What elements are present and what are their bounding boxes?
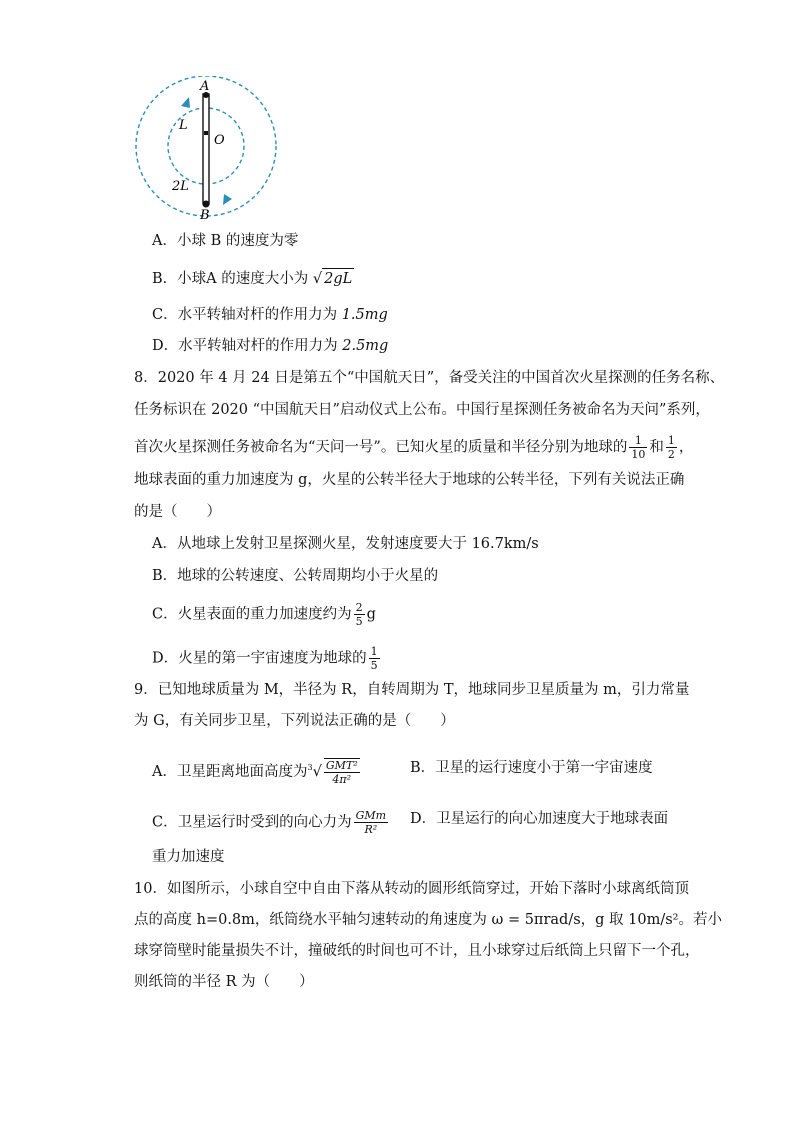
q9-line-2: 为 G，有关同步卫星，下列说法正确的是（ ） xyxy=(134,713,455,729)
q9-option-d: D．卫星运行的向心加速度大于地球表面 xyxy=(410,811,669,827)
sqrt-sign: √ xyxy=(312,271,323,287)
frac-num: 1 xyxy=(629,434,647,448)
q8-line-1: 8．2020 年 4 月 24 日是第五个“中国航天日”，备受关注的中国首次火星探测的任务名称、 xyxy=(134,370,725,386)
q9-option-c xyxy=(152,809,390,836)
q7-option-b-text: B．小球A 的速度大小为 xyxy=(152,271,309,287)
q9-option-d-cont: 重力加速度 xyxy=(152,849,225,865)
cube-root xyxy=(307,758,361,786)
frac-den: 4π² xyxy=(332,773,352,786)
frac-den: 5 xyxy=(370,659,378,672)
label-2l: 2L xyxy=(172,179,189,194)
q7-option-d-text: D．水平转轴对杆的作用力为 xyxy=(152,338,338,354)
frac-num: GMm xyxy=(355,809,387,822)
q8-option-d xyxy=(152,645,382,672)
rotating-rod-figure xyxy=(134,76,284,226)
label-a: A xyxy=(200,79,210,94)
force-fraction xyxy=(354,809,388,836)
q9-option-b: B．卫星的运行速度小于第一宇宙速度 xyxy=(410,760,653,776)
q7-option-b-math: 2gL xyxy=(322,268,354,289)
q10-line-1: 10．如图所示，小球自空中自由下落从转动的圆形纸筒穿过，开始下落时小球离纸筒顶 xyxy=(134,881,689,897)
frac-den: 2 xyxy=(667,448,675,461)
frac-num: 1 xyxy=(667,434,675,447)
frac-den: R² xyxy=(364,823,378,836)
q8-option-a: A．从地球上发射卫星探测火星，发射速度要大于 16.7km/s xyxy=(152,536,539,552)
frac-den: 5 xyxy=(355,615,363,628)
q8-line-4: 地球表面的重力加速度为 g，火星的公转半径大于地球的公转半径，下列有关说法正确 xyxy=(134,472,685,488)
fraction-one-half xyxy=(666,434,677,461)
comma: ， xyxy=(678,439,694,456)
q8-option-c xyxy=(152,601,376,628)
q9-option-a-text: A．卫星距离地面高度为 xyxy=(152,764,308,780)
q7-option-d xyxy=(152,336,388,356)
fraction-one-tenth xyxy=(629,434,647,461)
q10-line-2: 点的高度 h=0.8m，纸筒绕水平轴匀速转动的角速度为 ω = 5πrad/s，g 取 10m/s²。若小 xyxy=(134,912,722,928)
root-fraction xyxy=(324,758,360,786)
label-b: B xyxy=(200,208,210,223)
q8-line-3 xyxy=(134,434,693,461)
unit-g: g xyxy=(366,606,376,623)
frac-num: GMT² xyxy=(325,759,358,772)
pivot-o xyxy=(204,131,208,135)
frac-den: 10 xyxy=(631,448,646,461)
root-index: 3 xyxy=(307,763,313,773)
q7-option-d-math: 2.5mg xyxy=(342,338,389,354)
rod xyxy=(203,94,209,204)
q8-line-3-text: 首次火星探测任务被命名为“天问一号”。已知火星的质量和半径分别为地球的 xyxy=(134,439,628,456)
and-text: 和 xyxy=(649,439,664,456)
q7-option-b xyxy=(152,268,354,289)
label-o: O xyxy=(214,133,225,148)
fraction-one-fifth xyxy=(369,645,380,672)
q7-option-a: A．小球 B 的速度为零 xyxy=(152,233,299,249)
q8-line-5: 的是（ ） xyxy=(134,504,221,520)
q7-option-c-math: 1.5mg xyxy=(341,307,388,323)
ball-b xyxy=(203,201,210,208)
frac-num: 2 xyxy=(355,601,363,614)
fraction-two-fifths xyxy=(354,601,365,628)
q8-line-2: 任务标识在 2020 “中国航天日”启动仪式上公布。中国行星探测任务被命名为天问”系列， xyxy=(134,402,710,418)
q8-option-c-text: C．火星表面的重力加速度约为 xyxy=(152,606,352,623)
root-sign: √ xyxy=(312,764,322,780)
inner-arrow-icon xyxy=(181,97,190,108)
q10-line-4: 则纸筒的半径 R 为（ ） xyxy=(134,974,314,990)
q10-line-3: 球穿筒壁时能量损失不计，撞破纸的时间也可不计，且小球穿过后纸筒上只留下一个孔， xyxy=(134,943,700,959)
q9-option-c-text: C．卫星运行时受到的向心力为 xyxy=(152,814,352,831)
label-l: L xyxy=(179,118,188,133)
q7-option-c-text: C．水平转轴对杆的作用力为 xyxy=(152,307,338,323)
outer-arrow-icon xyxy=(223,194,232,205)
q9-line-1: 9．已知地球质量为 M，半径为 R，自转周期为 T，地球同步卫星质量为 m，引力常量 xyxy=(134,682,690,698)
frac-num: 1 xyxy=(370,645,378,658)
q9-option-a xyxy=(152,758,362,786)
q7-option-c xyxy=(152,305,388,325)
q8-option-d-text: D．火星的第一宇宙速度为地球的 xyxy=(152,650,367,667)
q8-option-b: B．地球的公转速度、公转周期均小于火星的 xyxy=(152,568,439,584)
